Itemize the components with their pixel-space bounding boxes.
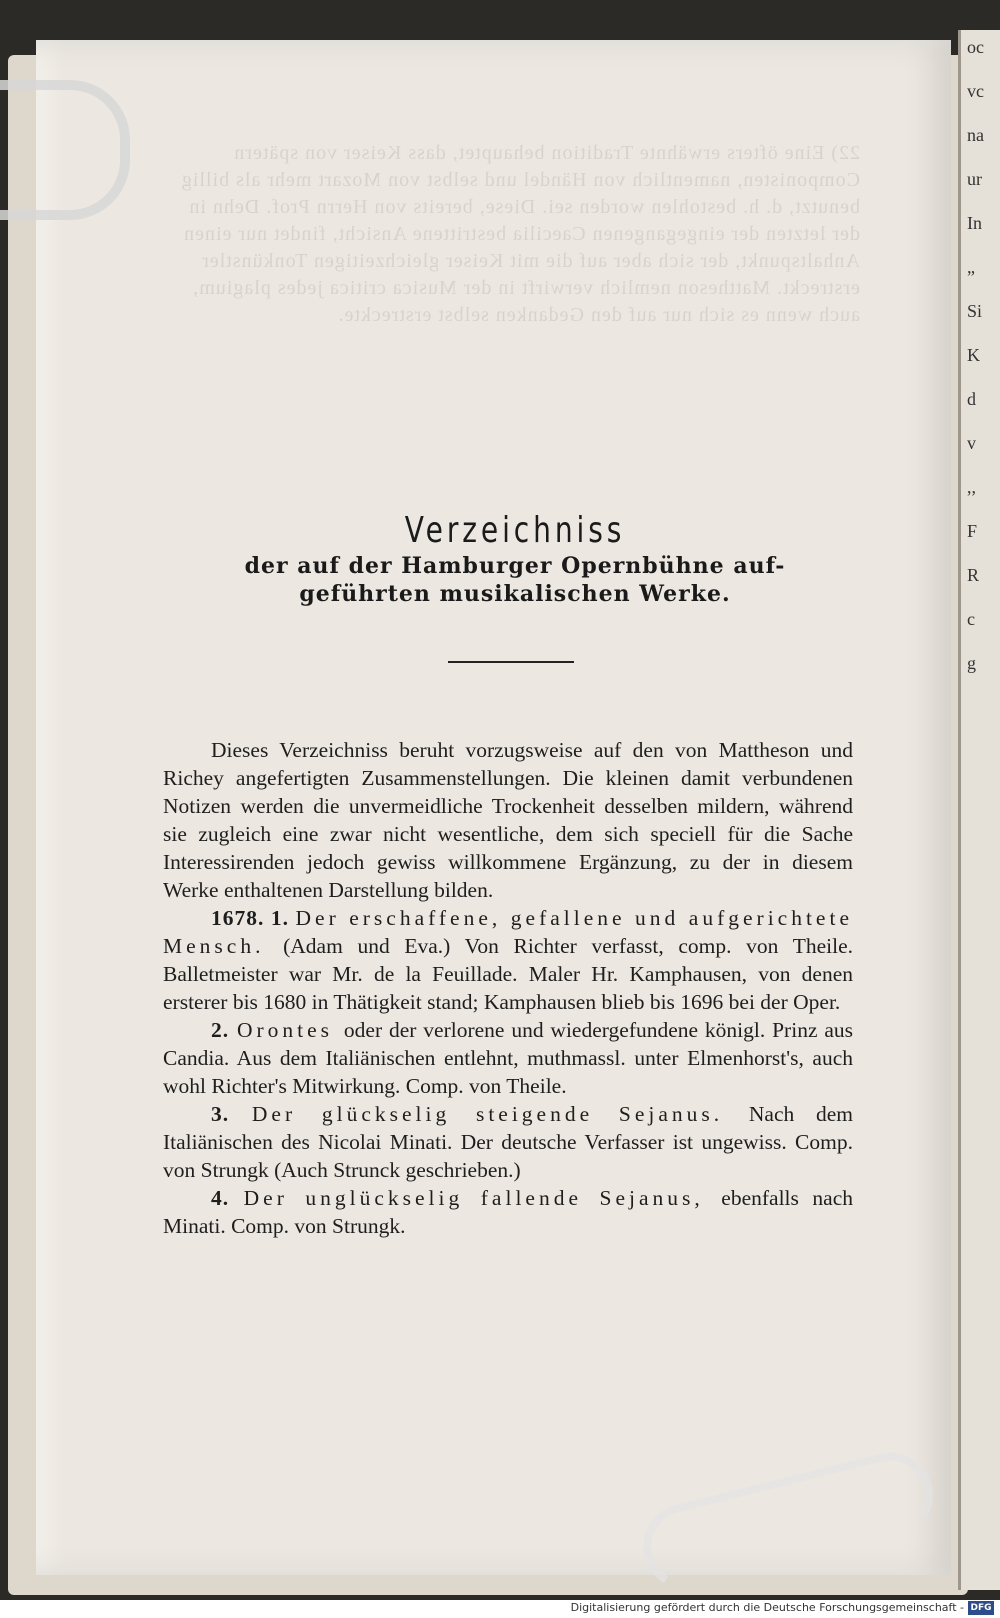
entry-item xyxy=(163,1184,853,1240)
entry-number: 4. xyxy=(211,1186,244,1210)
subtitle-text: der auf der Hamburger Opernbühne auf- geführten musikalischen Werke. xyxy=(244,553,786,607)
next-page-text-fragment: „ xyxy=(967,257,975,277)
next-page-text-fragment: oc xyxy=(967,37,984,57)
entry-title: Der unglückselig fallende Sejanus, xyxy=(243,1186,722,1210)
entry-item xyxy=(163,1100,853,1184)
entry-text: Nach dem Italiänischen des Nicolai Minati. Der deutsche Verfasser ist ungewiss. Comp. von Strungk (Auch Strunck geschrieben.) xyxy=(163,1102,853,1182)
next-page-text-fragment: R xyxy=(967,565,980,585)
next-page-text-fragment: g xyxy=(967,653,976,673)
dfg-logo: DFG xyxy=(968,1601,994,1615)
paper-clip-icon xyxy=(0,80,130,220)
entry-item xyxy=(163,1016,853,1100)
entry-title: Der glückselig steigende Sejanus. xyxy=(251,1102,749,1126)
next-page-text-fragment: K xyxy=(967,345,980,365)
document-body xyxy=(163,736,853,1240)
next-page-text-fragment: ,, xyxy=(967,477,976,497)
entry-year: 1678. xyxy=(211,906,271,930)
intro-paragraph: Dieses Verzeichniss beruht vorzugsweise auf den von Mattheson und Richey angefertigten Zusammenstellungen. Die kleinen damit verbundenen Notizen werden die unvermeidliche Trockenheit desselben mildern, während sie zugleich eine zwar nicht wesentliche, dem sich speciell für die Sache Interessirenden jedoch gewiss willkommene Ergänzung, zu der in diesem Werke enthaltenen Darstellung bilden. xyxy=(163,738,853,902)
next-page-text-fragment: Si xyxy=(967,301,983,321)
entry-text: ebenfalls nach Minati. Comp. von Strungk. xyxy=(163,1186,853,1238)
entries-list xyxy=(163,904,853,1240)
next-page-text-fragment: In xyxy=(967,213,982,233)
entry-number: 1. xyxy=(270,906,296,930)
entry-title: Orontes xyxy=(236,1018,344,1042)
entry-title: Der erschaffene, gefallene und aufgerichtete Mensch. xyxy=(163,906,853,958)
next-page-text-fragment: na xyxy=(967,125,984,145)
next-page-text-fragment: vc xyxy=(967,81,984,101)
next-page-text-fragment: c xyxy=(967,609,975,629)
entry-number: 3. xyxy=(211,1102,252,1126)
entry-text: oder der verlorene und wiedergefundene königl. Prinz aus Candia. Aus dem Italiänischen entlehnt, muthmassl. unter Elmenhorst's, auch wohl Richter's Mitwirkung. Comp. von Theile. xyxy=(163,1018,853,1098)
page-subtitle xyxy=(165,552,865,608)
footer-credit: Digitalisierung gefördert durch die Deutsche Forschungsgemeinschaft - xyxy=(570,1601,964,1614)
next-page-text-fragment: F xyxy=(967,521,978,541)
entry-number: 2. xyxy=(211,1018,237,1042)
divider-rule xyxy=(448,661,574,663)
next-page-text-fragment: v xyxy=(967,433,976,453)
bleed-through-text: 22) Eine öfters erwähnte Tradition behauptet, dass Keiser von spätern Componisten, namentlich von Händel und selbst von Mozart mehr als billig benutzt, d. h. bestohlen worden sei. Diese, bereits von Herrn Prof. Dehn in der letzten der eingegangenen Caecilia bestrittene Ansicht, findet nur einen Anhaltspunkt, der sich aber auf die mit Keiser gleichzeitigen Tonkünstler erstreckt. Mattheson nemlich verwirft in der Musica critica jedes plagium, auch wenn es sich nur auf den Gedanken selbst erstreckte. xyxy=(180,142,860,326)
entry-text: (Adam und Eva.) Von Richter verfasst, comp. von Theile. Balletmeister war Mr. de la Feuillade. Maler Hr. Kamphausen, von denen ersterer bis 1680 in Thätigkeit stand; Kamphausen blieb bis 1696 bei der Oper. xyxy=(163,934,853,1014)
page-title: Verzeichniss xyxy=(404,510,626,551)
entry-item xyxy=(163,904,853,1016)
next-page-fragment xyxy=(958,30,1000,1590)
next-page-text-fragment: d xyxy=(967,389,976,409)
next-page-text-fragment: ur xyxy=(967,169,982,189)
